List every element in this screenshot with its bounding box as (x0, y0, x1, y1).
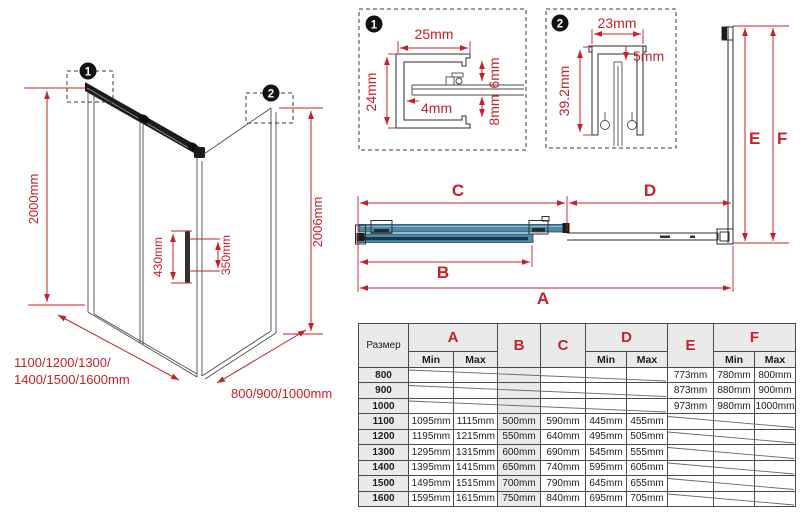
dim-6mm-label: 6mm (486, 57, 502, 89)
a-min-cell (409, 383, 454, 398)
size-cell: 1300 (359, 445, 409, 460)
f-min-cell (714, 445, 755, 460)
d-min-cell: 495mm (586, 429, 627, 444)
b-cell: 500mm (498, 414, 541, 429)
detail-2-dims (556, 15, 664, 135)
dim-430-label: 430mm (151, 236, 165, 278)
dim-f-label: F (777, 129, 788, 148)
c-cell: 590mm (541, 414, 586, 429)
plan-track (567, 233, 718, 240)
dim-b-label: B (436, 263, 450, 282)
f-min-cell (714, 460, 755, 475)
b-cell: 600mm (498, 445, 541, 460)
table-row (359, 368, 796, 383)
d-max-cell: 705mm (627, 491, 668, 507)
dim-a-label: A (536, 289, 550, 308)
a-min-cell: 1195mm (409, 429, 454, 444)
d-max-cell (627, 398, 668, 413)
f-max-cell (755, 460, 796, 475)
d-max-cell: 455mm (627, 414, 668, 429)
dim-2000-label: 2000mm (26, 173, 41, 225)
e-cell (668, 460, 714, 475)
d-max-header: Max (627, 352, 668, 368)
d-max-cell (627, 383, 668, 398)
table-row (359, 429, 796, 444)
c-cell: 740mm (541, 460, 586, 475)
c-cell (541, 398, 586, 413)
size-cell: 1100 (359, 414, 409, 429)
dim-23mm-label: 23mm (597, 15, 637, 31)
callout-2-number: 2 (267, 88, 275, 101)
d-max-cell: 605mm (627, 460, 668, 475)
f-max-cell (755, 476, 796, 491)
a-min-cell: 1595mm (409, 491, 454, 507)
table-row (359, 476, 796, 491)
f-min-cell (714, 414, 755, 429)
col-f-header: F (714, 324, 796, 352)
d-max-cell: 655mm (627, 476, 668, 491)
a-max-cell (454, 368, 498, 383)
dim-width-label-2: 1400/1500/1600mm (14, 372, 130, 387)
dim-depth-label: 800/900/1000mm (231, 386, 333, 401)
size-cell: 1400 (359, 460, 409, 475)
dim-25mm-label: 25mm (414, 26, 454, 42)
a-min-cell (409, 398, 454, 413)
perspective-view (14, 63, 332, 402)
size-cell: 1200 (359, 429, 409, 444)
size-table (358, 323, 796, 507)
e-cell: 873mm (668, 383, 714, 398)
dim-2000 (24, 88, 85, 305)
size-cell: 1600 (359, 491, 409, 507)
f-min-cell: 880mm (714, 383, 755, 398)
size-header-cell: Размер (359, 324, 409, 368)
f-max-cell (755, 429, 796, 444)
d-min-cell: 545mm (586, 445, 627, 460)
col-b-header: B (498, 324, 541, 368)
corner-cap (194, 147, 205, 158)
detail-1-dims (363, 26, 502, 128)
e-cell (668, 414, 714, 429)
f-max-cell (755, 491, 796, 507)
d-max-cell: 505mm (627, 429, 668, 444)
detail-1-glass (412, 73, 524, 95)
table-row (359, 398, 796, 413)
d-max-cell: 555mm (627, 445, 668, 460)
d-min-cell: 595mm (586, 460, 627, 475)
table-row (359, 414, 796, 429)
dim-f (773, 28, 787, 241)
e-cell (668, 476, 714, 491)
f-max-cell (755, 414, 796, 429)
d-min-cell: 645mm (586, 476, 627, 491)
a-max-cell: 1615mm (454, 491, 498, 507)
detail-view-2 (546, 9, 676, 148)
f-min-cell (714, 491, 755, 507)
b-cell: 550mm (498, 429, 541, 444)
e-cell (668, 429, 714, 444)
dim-b (360, 245, 532, 282)
f-min-cell: 780mm (714, 368, 755, 383)
c-cell: 840mm (541, 491, 586, 507)
size-cell: 900 (359, 383, 409, 398)
d-min-cell: 695mm (586, 491, 627, 507)
dim-2006-label: 2006mm (310, 196, 325, 248)
table-row (359, 491, 796, 507)
f-max-header: Max (755, 352, 796, 368)
d-max-cell (627, 368, 668, 383)
a-max-cell: 1315mm (454, 445, 498, 460)
detail-2-number: 2 (556, 18, 564, 31)
dim-d-label: D (643, 181, 657, 200)
b-cell: 650mm (498, 460, 541, 475)
b-cell (498, 398, 541, 413)
d-min-cell (586, 368, 627, 383)
e-cell: 973mm (668, 398, 714, 413)
b-cell (498, 368, 541, 383)
col-a-header: A (409, 324, 498, 352)
a-min-cell: 1295mm (409, 445, 454, 460)
d-min-cell: 445mm (586, 414, 627, 429)
detail-2-glass (601, 62, 637, 146)
f-min-cell: 980mm (714, 398, 755, 413)
glass-panels (88, 88, 276, 379)
d-min-header: Min (586, 352, 627, 368)
a-min-cell: 1395mm (409, 460, 454, 475)
plan-sliding-door (357, 234, 533, 243)
a-max-header: Max (454, 352, 498, 368)
col-c-header: C (541, 324, 586, 368)
b-cell: 700mm (498, 476, 541, 491)
detail-1-number: 1 (370, 19, 378, 32)
f-max-cell: 800mm (755, 368, 796, 383)
d-min-cell (586, 398, 627, 413)
table-row (359, 460, 796, 475)
table-row (359, 445, 796, 460)
dim-350-label: 350mm (219, 234, 233, 276)
size-cell: 1000 (359, 398, 409, 413)
table-header-row (359, 324, 796, 352)
dim-8mm-label: 8mm (486, 94, 502, 126)
table-row (359, 383, 796, 398)
c-cell (541, 368, 586, 383)
c-cell (541, 383, 586, 398)
f-min-cell (714, 429, 755, 444)
detail-view-1 (359, 9, 526, 150)
col-e-header: E (668, 324, 714, 368)
plan-view (356, 26, 790, 308)
d-min-cell (586, 383, 627, 398)
callout-2 (246, 85, 293, 124)
c-cell: 790mm (541, 476, 586, 491)
f-max-cell: 900mm (755, 383, 796, 398)
c-cell: 640mm (541, 429, 586, 444)
dim-4mm-label: 4mm (421, 100, 453, 116)
dim-d (569, 181, 731, 203)
a-min-cell: 1495mm (409, 476, 454, 491)
dim-24mm-label: 24mm (363, 72, 379, 112)
plan-side-wall (717, 26, 733, 244)
f-max-cell: 1000mm (755, 398, 796, 413)
a-min-header: Min (409, 352, 454, 368)
dim-handle (151, 231, 233, 283)
a-max-cell (454, 398, 498, 413)
dim-a (360, 246, 733, 308)
a-min-cell (409, 368, 454, 383)
callout-1-number: 1 (84, 66, 92, 79)
e-cell: 773mm (668, 368, 714, 383)
dim-depth (217, 330, 332, 401)
f-max-cell (755, 445, 796, 460)
dim-2006 (279, 108, 325, 334)
a-min-cell: 1095mm (409, 414, 454, 429)
a-max-cell (454, 383, 498, 398)
size-cell: 800 (359, 368, 409, 383)
f-min-header: Min (714, 352, 755, 368)
a-max-cell: 1215mm (454, 429, 498, 444)
b-cell: 750mm (498, 491, 541, 507)
a-max-cell: 1115mm (454, 414, 498, 429)
e-cell (668, 445, 714, 460)
a-max-cell: 1415mm (454, 460, 498, 475)
c-cell: 690mm (541, 445, 586, 460)
dim-width-label-1: 1100/1200/1300/ (14, 355, 111, 370)
dim-39mm-label: 39.2mm (556, 65, 572, 117)
dim-e-label: E (749, 129, 761, 148)
col-d-header: D (586, 324, 668, 352)
e-cell (668, 491, 714, 507)
f-min-cell (714, 476, 755, 491)
a-max-cell: 1515mm (454, 476, 498, 491)
profile-1-section (396, 54, 470, 128)
b-cell (498, 383, 541, 398)
size-cell: 1500 (359, 476, 409, 491)
dim-5mm-label: 5mm (633, 48, 665, 64)
dim-c-label: C (451, 181, 465, 200)
